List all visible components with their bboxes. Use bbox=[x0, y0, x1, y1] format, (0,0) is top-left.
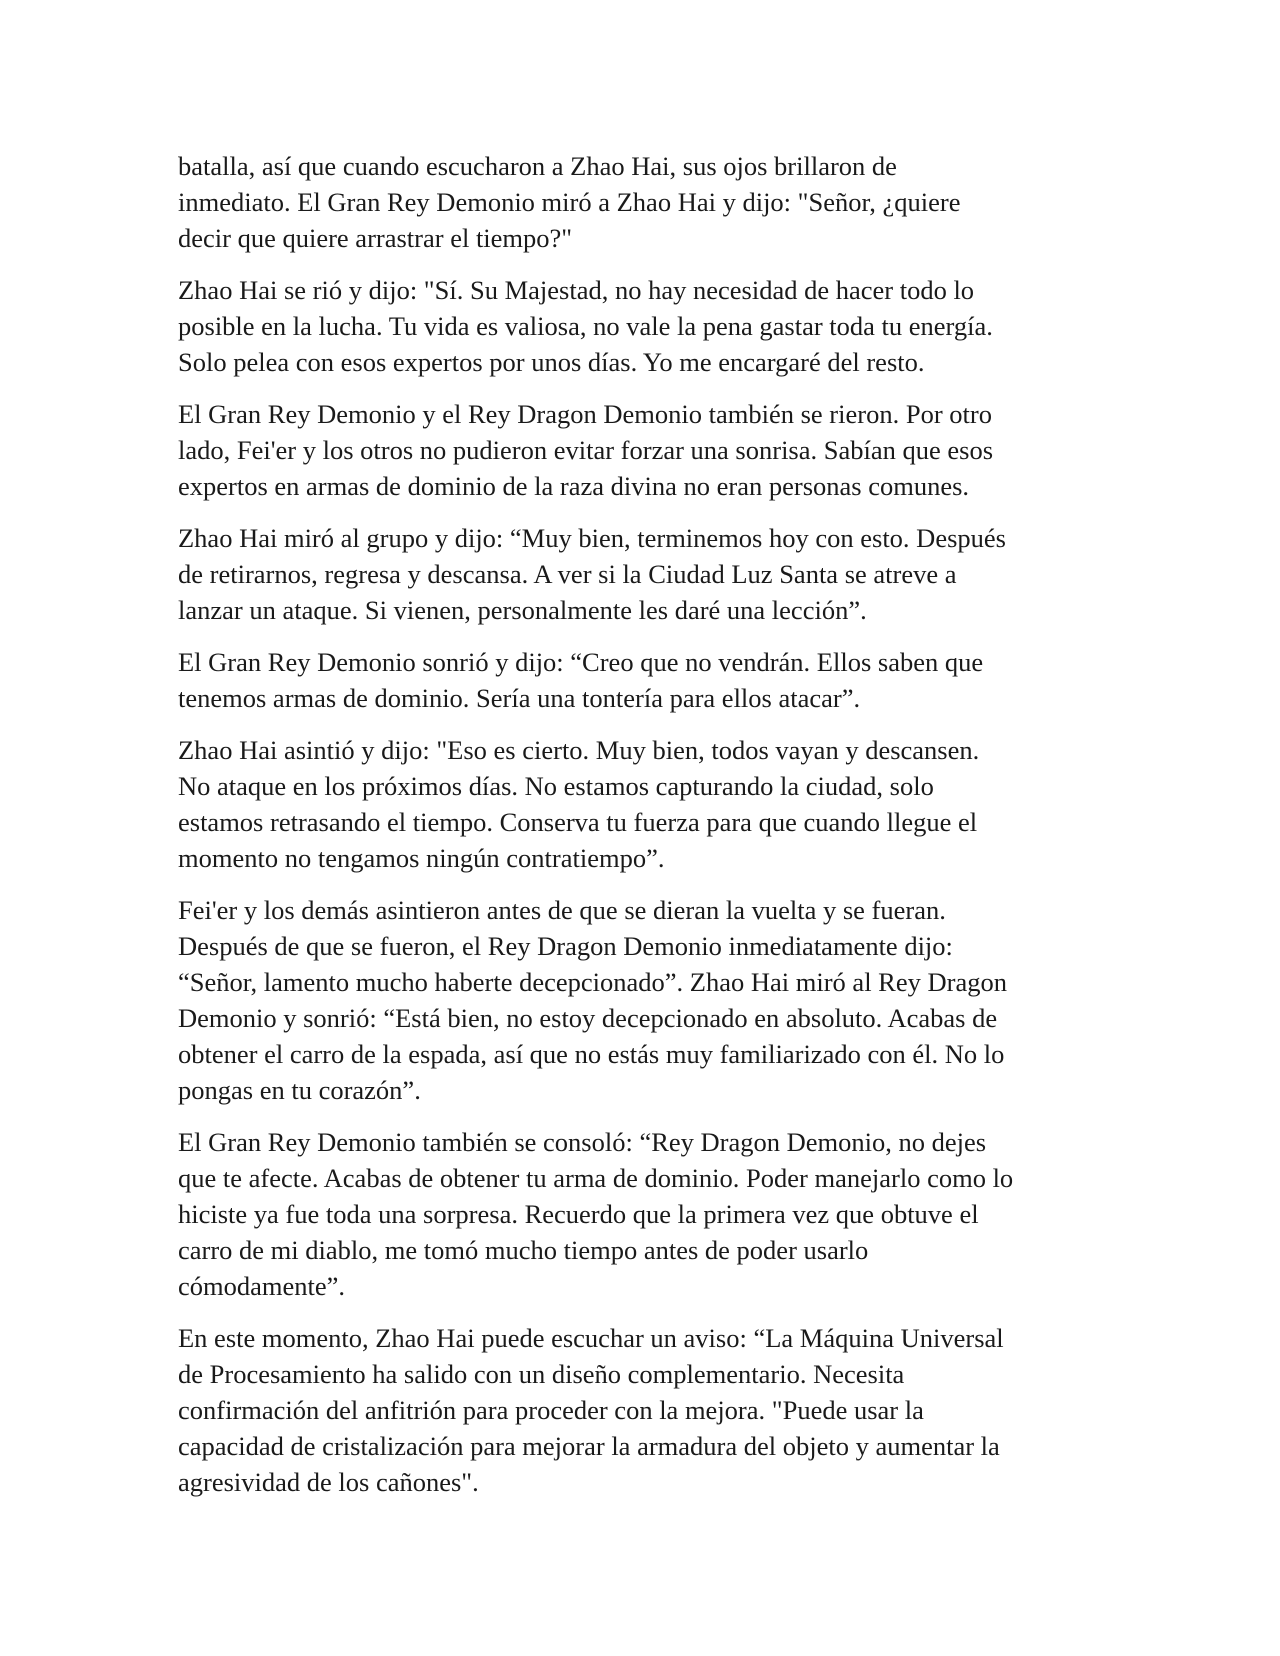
paragraph: En este momento, Zhao Hai puede escuchar un aviso: “La Máquina Universal de Procesamiento ha salido con un diseño complementario. Necesita confirmación del anfitrión para proceder con la mejora. "Puede usar la capacidad de cristalización para mejorar la armadura del objeto y aumentar la agresividad de los cañones". bbox=[178, 1323, 1004, 1497]
paragraph: El Gran Rey Demonio y el Rey Dragon Demonio también se rieron. Por otro lado, Fei'er y los otros no pudieron evitar forzar una sonrisa. Sabían que esos expertos en armas de dominio de la raza divina no eran personas comunes. bbox=[178, 399, 994, 501]
paragraph: Zhao Hai miró al grupo y dijo: “Muy bien, terminemos hoy con esto. Después de retirarnos, regresa y descansa. A ver si la Ciudad Luz Santa se atreve a lanzar un ataque. Si vienen, personalmente les daré una lección”. bbox=[178, 523, 1006, 625]
paragraph: Zhao Hai asintió y dijo: "Eso es cierto. Muy bien, todos vayan y descansen. No ataque en los próximos días. No estamos capturando la ciudad, solo estamos retrasando el tiempo. Conserva tu fuerza para que cuando llegue el momento no tengamos ningún contratiempo”. bbox=[178, 735, 980, 873]
paragraph: Fei'er y los demás asintieron antes de que se dieran la vuelta y se fueran. Después de que se fueron, el Rey Dragon Demonio inmediatamente dijo: “Señor, lamento mucho haberte decepcionado”. Zhao Hai miró al Rey Dragon Demonio y sonrió: “Está bien, no estoy decepcionado en absoluto. Acabas de obtener el carro de la espada, así que no estás muy familiarizado con él. No lo pongas en tu corazón”. bbox=[178, 895, 1007, 1105]
paragraph: El Gran Rey Demonio sonrió y dijo: “Creo que no vendrán. Ellos saben que tenemos armas de dominio. Sería una tontería para ellos atacar”. bbox=[178, 647, 984, 713]
paragraph: El Gran Rey Demonio también se consoló: “Rey Dragon Demonio, no dejes que te afecte. Acabas de obtener tu arma de dominio. Poder manejarlo como lo hiciste ya fue toda una sorpresa. Recuerdo que la primera vez que obtuve el carro de mi diablo, me tomó mucho tiempo antes de poder usarlo cómodamente”. bbox=[178, 1127, 1014, 1301]
paragraph: Zhao Hai se rió y dijo: "Sí. Su Majestad, no hay necesidad de hacer todo lo posible en la lucha. Tu vida es valiosa, no vale la pena gastar toda tu energía. Solo pelea con esos expertos por unos días. Yo me encargaré del resto. bbox=[178, 275, 993, 377]
document-body bbox=[178, 148, 1108, 1516]
paragraph: batalla, así que cuando escucharon a Zhao Hai, sus ojos brillaron de inmediato. El Gran Rey Demonio miró a Zhao Hai y dijo: "Señor, ¿quiere decir que quiere arrastrar el tiempo?" bbox=[178, 151, 961, 253]
